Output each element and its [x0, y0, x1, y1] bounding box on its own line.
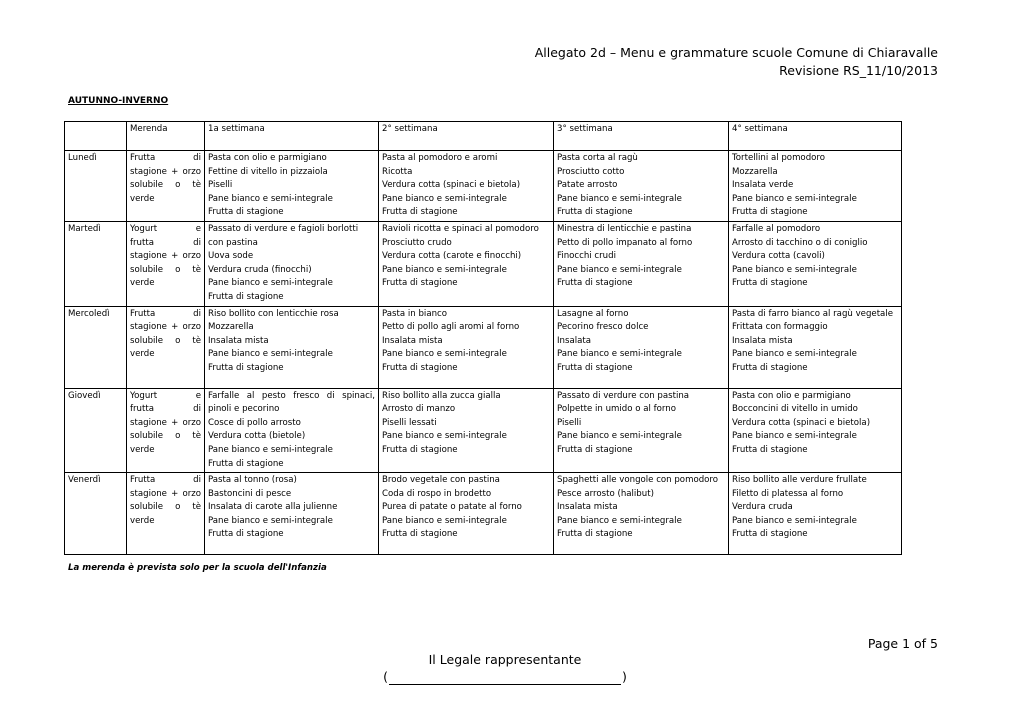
day-cell: Lunedì [65, 151, 127, 222]
dish-item: Coda di rospo in brodetto [382, 488, 492, 499]
footnote: La merenda è prevista solo per la scuola dell'Infanzia [68, 563, 327, 573]
dish-item: Pasta al tonno (rosa) [208, 475, 297, 486]
dish-item: Riso bollito alle verdure frullate [732, 475, 867, 486]
dish-item: Frutta di stagione [557, 362, 633, 373]
dish-item: Pane bianco e semi-integrale [732, 349, 857, 360]
dish-item: Pane bianco e semi-integrale [732, 193, 857, 204]
table-row [65, 151, 902, 222]
dish-item: Pane bianco e semi-integrale [208, 193, 333, 204]
dish-item: Pasta al pomodoro e aromi [382, 153, 498, 163]
dish-item: Petto di pollo impanato al forno [557, 237, 693, 248]
dish-item: Frutta di stagione [208, 458, 284, 469]
menu-cell-week-4 [729, 221, 902, 306]
dish-item: Arrosto di tacchino o di coniglio [732, 237, 868, 248]
signature-blank [389, 672, 621, 685]
merenda-line: verde [130, 515, 155, 526]
dish-item: Verdura cotta (spinaci e bietola) [732, 417, 871, 428]
menu-cell-week-1 [205, 473, 379, 555]
dish-item: Pane bianco e semi-integrale [208, 444, 333, 455]
signature-block [380, 651, 630, 685]
document-header [535, 44, 938, 80]
dish-item: Verdura cruda (finocchi) [208, 264, 312, 275]
dish-item: Insalata mista [732, 335, 793, 346]
dish-item: Insalata mista [557, 502, 618, 513]
dish-item: Pane bianco e semi-integrale [382, 515, 507, 526]
dish-item: Arrosto di manzo [382, 404, 456, 415]
menu-cell-week-3 [554, 388, 729, 473]
dish-item: Frutta di stagione [732, 444, 808, 455]
dish-item: Pecorino fresco dolce [557, 322, 649, 333]
day-cell: Venerdì [65, 473, 127, 555]
dish-item: Pane bianco e semi-integrale [557, 264, 682, 275]
dish-item: Pane bianco e semi-integrale [382, 431, 507, 442]
merenda-line: Frutta di [130, 475, 201, 486]
dish-item: Farfalle al pesto fresco di spinaci, pinoli e pecorino [208, 390, 375, 415]
dish-item: Uova sode [208, 251, 254, 262]
menu-cell-week-3 [554, 473, 729, 555]
merenda-cell [127, 306, 205, 388]
dish-item: Verdura cotta (cavoli) [732, 251, 825, 262]
dish-item: Insalata [557, 335, 592, 346]
merenda-cell [127, 388, 205, 473]
table-row [65, 388, 902, 473]
dish-item: Brodo vegetale con pastina [382, 475, 500, 486]
menu-table [64, 121, 902, 555]
menu-cell-week-2 [379, 388, 554, 473]
menu-cell-week-3 [554, 306, 729, 388]
dish-item: Spaghetti alle vongole con pomodoro [557, 475, 719, 486]
dish-item: Verdura cotta (spinaci e bietola) [382, 180, 521, 191]
dish-item: Finocchi crudi [557, 251, 616, 262]
dish-item: Frutta di stagione [557, 278, 633, 289]
dish-item: Minestra di lenticchie e pastina [557, 223, 692, 234]
dish-item: Piselli lessati [382, 417, 437, 428]
dish-item: Frutta di stagione [732, 207, 808, 218]
signature-line [380, 668, 630, 685]
dish-item: Riso bollito alla zucca gialla [382, 390, 501, 401]
header-revision: Revisione RS_11/10/2013 [779, 63, 938, 78]
dish-item: Frutta di stagione [208, 362, 284, 373]
dish-item: Mozzarella [732, 166, 778, 177]
dish-item: Ricotta [382, 166, 413, 177]
menu-cell-week-1 [205, 306, 379, 388]
merenda-line: stagione + orzo [130, 166, 201, 177]
dish-item: Polpette in umido o al forno [557, 404, 676, 415]
column-header: 4° settimana [729, 122, 902, 151]
merenda-line: verde [130, 444, 155, 455]
dish-item: con pastina [208, 237, 258, 248]
column-header: 3° settimana [554, 122, 729, 151]
dish-item: Insalata verde [732, 180, 794, 191]
dish-item: Prosciutto crudo [382, 237, 452, 248]
signature-label: Il Legale rappresentante [428, 652, 582, 667]
merenda-cell [127, 151, 205, 222]
dish-item: Frutta di stagione [382, 444, 458, 455]
dish-item: Pane bianco e semi-integrale [557, 431, 682, 442]
dish-item: Frutta di stagione [208, 529, 284, 540]
dish-item: Bastoncini di pesce [208, 488, 292, 499]
menu-cell-week-1 [205, 221, 379, 306]
section-title: AUTUNNO-INVERNO [68, 96, 169, 106]
merenda-line: verde [130, 278, 155, 289]
dish-item: Frutta di stagione [732, 529, 808, 540]
menu-cell-week-4 [729, 306, 902, 388]
signature-close-paren: ) [622, 669, 627, 684]
dish-item: Piselli [208, 180, 233, 191]
menu-cell-week-3 [554, 151, 729, 222]
dish-item: Frutta di stagione [382, 207, 458, 218]
dish-item: Patate arrosto [557, 180, 618, 191]
dish-item: Frutta di stagione [382, 529, 458, 540]
merenda-line: solubile o tè [130, 502, 201, 513]
dish-item: Pane bianco e semi-integrale [208, 349, 333, 360]
dish-item: Pane bianco e semi-integrale [732, 515, 857, 526]
dish-item: Pasta in bianco [382, 308, 448, 319]
dish-item: Pane bianco e semi-integrale [732, 264, 857, 275]
merenda-line: Yogurt e [130, 390, 201, 401]
dish-item: Pane bianco e semi-integrale [208, 278, 333, 289]
table-header-row [65, 122, 902, 151]
page-number: Page 1 of 5 [867, 636, 938, 651]
column-header: 2° settimana [379, 122, 554, 151]
dish-item: Pane bianco e semi-integrale [382, 193, 507, 204]
dish-item: Ravioli ricotta e spinaci al pomodoro [382, 223, 539, 234]
dish-item: Pasta con olio e parmigiano [732, 390, 851, 401]
menu-cell-week-4 [729, 473, 902, 555]
column-header: 1a settimana [205, 122, 379, 151]
dish-item: Frutta di stagione [557, 444, 633, 455]
dish-item: Pane bianco e semi-integrale [208, 515, 333, 526]
column-header [65, 122, 127, 151]
day-cell: Giovedì [65, 388, 127, 473]
dish-item: Pasta corta al ragù [557, 153, 638, 163]
table-row [65, 473, 902, 555]
dish-item: Verdura cotta (bietole) [208, 431, 306, 442]
menu-cell-week-2 [379, 473, 554, 555]
day-cell: Martedì [65, 221, 127, 306]
day-cell: Mercoledì [65, 306, 127, 388]
merenda-line: stagione + orzo [130, 488, 201, 499]
merenda-line: stagione + orzo [130, 251, 201, 262]
merenda-line: verde [130, 349, 155, 360]
dish-item: Pane bianco e semi-integrale [557, 349, 682, 360]
dish-item: Pesce arrosto (halibut) [557, 488, 654, 499]
merenda-line: stagione + orzo [130, 322, 201, 333]
menu-cell-week-1 [205, 151, 379, 222]
menu-cell-week-3 [554, 221, 729, 306]
merenda-line: frutta di [130, 404, 201, 415]
dish-item: Piselli [557, 417, 582, 428]
column-header: Merenda [127, 122, 205, 151]
dish-item: Fettine di vitello in pizzaiola [208, 166, 328, 177]
merenda-line: solubile o tè [130, 264, 201, 275]
dish-item: Purea di patate o patate al forno [382, 502, 522, 513]
table-row [65, 221, 902, 306]
menu-cell-week-4 [729, 388, 902, 473]
dish-item: Prosciutto cotto [557, 166, 625, 177]
dish-item: Pasta di farro bianco al ragù vegetale [732, 308, 894, 319]
dish-item: Passato di verdure con pastina [557, 390, 690, 401]
menu-cell-week-1 [205, 388, 379, 473]
dish-item: Pane bianco e semi-integrale [382, 349, 507, 360]
dish-item: Frutta di stagione [557, 529, 633, 540]
table-row [65, 306, 902, 388]
merenda-line: Yogurt e [130, 223, 201, 234]
dish-item: Pane bianco e semi-integrale [557, 515, 682, 526]
merenda-cell [127, 473, 205, 555]
merenda-line: solubile o tè [130, 180, 201, 191]
menu-cell-week-4 [729, 151, 902, 222]
dish-item: Insalata di carote alla julienne [208, 502, 338, 513]
dish-item: Frutta di stagione [208, 291, 284, 302]
dish-item: Pane bianco e semi-integrale [382, 264, 507, 275]
merenda-line: stagione + orzo [130, 417, 201, 428]
dish-item: Farfalle al pomodoro [732, 223, 821, 234]
merenda-line: frutta di [130, 237, 201, 248]
dish-item: Petto di pollo agli aromi al forno [382, 322, 520, 333]
merenda-line: solubile o tè [130, 335, 201, 346]
merenda-line: Frutta di [130, 308, 201, 319]
dish-item: Frutta di stagione [208, 207, 284, 218]
dish-item: Insalata mista [382, 335, 443, 346]
dish-item: Frutta di stagione [732, 362, 808, 373]
dish-item: Frittata con formaggio [732, 322, 828, 333]
menu-cell-week-2 [379, 306, 554, 388]
dish-item: Filetto di platessa al forno [732, 488, 844, 499]
dish-item: Bocconcini di vitello in umido [732, 404, 858, 415]
dish-item: Mozzarella [208, 322, 254, 333]
dish-item: Insalata mista [208, 335, 269, 346]
merenda-line: solubile o tè [130, 431, 201, 442]
merenda-cell [127, 221, 205, 306]
dish-item: Frutta di stagione [557, 207, 633, 218]
dish-item: Pane bianco e semi-integrale [557, 193, 682, 204]
dish-item: Frutta di stagione [732, 278, 808, 289]
menu-cell-week-2 [379, 151, 554, 222]
signature-open-paren: ( [383, 669, 388, 684]
dish-item: Pasta con olio e parmigiano [208, 153, 327, 163]
dish-item: Riso bollito con lenticchie rosa [208, 308, 339, 319]
header-title: Allegato 2d – Menu e grammature scuole Comune di Chiaravalle [534, 45, 938, 60]
dish-item: Verdura cruda [732, 502, 793, 513]
merenda-line: verde [130, 193, 155, 204]
menu-cell-week-2 [379, 221, 554, 306]
dish-item: Frutta di stagione [382, 362, 458, 373]
dish-item: Tortellini al pomodoro [732, 153, 826, 163]
dish-item: Cosce di pollo arrosto [208, 417, 301, 428]
dish-item: Passato di verdure e fagioli borlotti [208, 223, 359, 234]
dish-item: Pane bianco e semi-integrale [732, 431, 857, 442]
dish-item: Frutta di stagione [382, 278, 458, 289]
dish-item: Verdura cotta (carote e finocchi) [382, 251, 522, 262]
merenda-line: Frutta di [130, 153, 201, 163]
dish-item: Lasagne al forno [557, 308, 629, 319]
